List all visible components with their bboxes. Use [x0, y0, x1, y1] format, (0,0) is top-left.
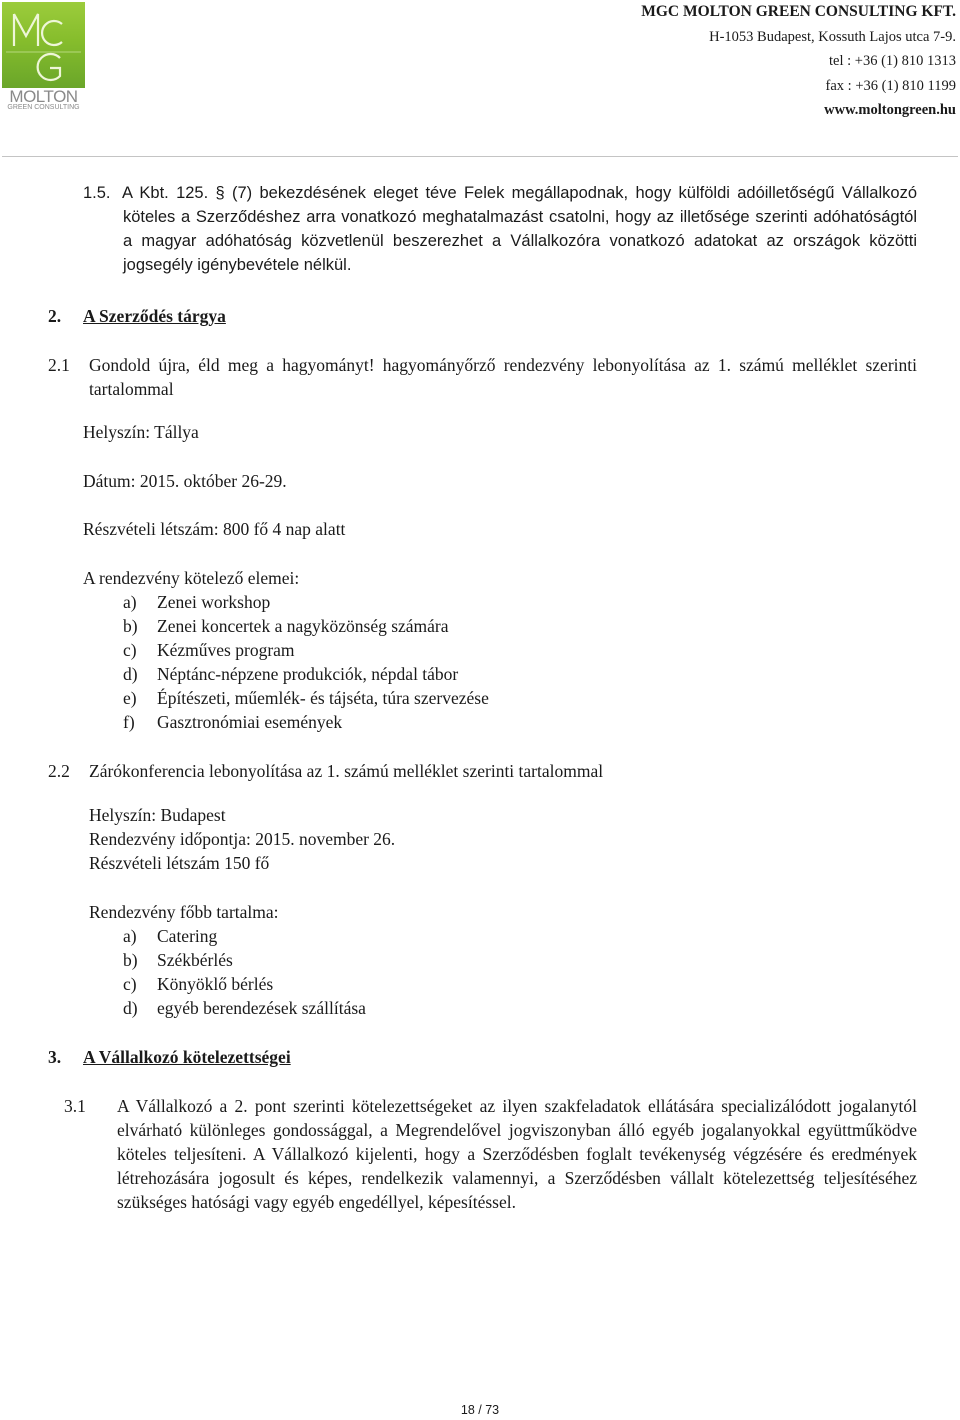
section-2-2-participants: Részvételi létszám 150 fő — [89, 853, 270, 873]
list-item — [123, 638, 295, 662]
list-item-label: c) — [123, 974, 137, 994]
section-2-number: 2. — [48, 306, 62, 326]
mgc-monogram-icon — [2, 2, 85, 88]
list-item-text: Néptánc-népzene produkciók, népdal tábor — [157, 664, 459, 684]
header-divider — [2, 156, 958, 157]
section-2-1-location: Helyszín: Tállya — [83, 422, 199, 442]
list-item-text: egyéb berendezések szállítása — [157, 998, 366, 1018]
list-item-text: Catering — [157, 926, 218, 946]
section-3-number: 3. — [48, 1047, 62, 1067]
list-item-label: b) — [123, 950, 138, 970]
company-address: H-1053 Budapest, Kossuth Lajos utca 7-9. — [709, 28, 956, 45]
list-item-label: c) — [123, 640, 137, 660]
list-item — [123, 948, 233, 972]
list-item-label: e) — [123, 688, 137, 708]
list-item-label: f) — [123, 712, 135, 732]
section-3-1-number: 3.1 — [64, 1096, 86, 1116]
logo-mark — [2, 2, 85, 88]
section-2-2-number: 2.2 — [48, 761, 70, 781]
section-2-1-date: Dátum: 2015. október 26-29. — [83, 471, 287, 491]
list-item-label: d) — [123, 998, 138, 1018]
list-item-text: Kézműves program — [157, 640, 295, 660]
list-item-label: b) — [123, 616, 138, 636]
list-item — [123, 710, 342, 734]
list-item — [123, 686, 489, 710]
list-item — [123, 614, 449, 638]
list-item — [123, 972, 273, 996]
list-item — [123, 996, 366, 1020]
section-3-title: A Vállalkozó kötelezettségei — [83, 1047, 291, 1067]
list-item-label: d) — [123, 664, 138, 684]
list-item-text: Könyöklő bérlés — [157, 974, 274, 994]
list-item-label: a) — [123, 592, 137, 612]
section-2-1-list-heading: A rendezvény kötelező elemei: — [83, 568, 300, 588]
list-item — [123, 662, 458, 686]
section-1-5-number: 1.5. — [83, 184, 111, 202]
list-item-text: Zenei workshop — [157, 592, 271, 612]
company-website[interactable]: www.moltongreen.hu — [824, 102, 956, 118]
section-1-5-text: A Kbt. 125. § (7) bekezdésének eleget téve Felek megállapodnak, hogy külföldi adóilletőségű Vállalkozó köteles a Szerződéshez arra vonatkozó meghatalmazást csatolni, hogy az illetősége szerinti adóhatóságtól a magyar adóhatóság közvetlenül beszerezhet a Vállalkozóra vonatkozó adatokat az országok közötti jogsegély igénybevétele nélkül. — [122, 184, 917, 274]
list-item-text: Építészeti, műemlék- és tájséta, túra szervezése — [157, 688, 489, 708]
section-2-title: A Szerződés tárgya — [83, 306, 226, 326]
company-tel: tel : +36 (1) 810 1313 — [829, 53, 956, 69]
section-3-1-text: A Vállalkozó a 2. pont szerinti kötelezettségeket az ilyen szakfeladatok ellátására specializálódott jogalanytól elvárható különleges gondossággal, a Megrendelővel jogviszonyban álló egyéb jogalanyokkal együttműködve köteles teljesíteni. A Vállalkozó kijelenti, hogy a Szerződésben foglalt tevékenység végzésére és eredmények létrehozására jogosult és képes, rendelkezik valamennyi, a Szerződésben vállalt kötelezettség teljesítéséhez szükséges hatósági vagy egyéb engedéllyel, képesítéssel. — [117, 1096, 917, 1212]
company-logo — [2, 2, 85, 110]
page-number: 18 / 73 — [460, 1403, 500, 1417]
company-info — [641, 0, 956, 123]
list-item-label: a) — [123, 926, 137, 946]
list-item — [123, 590, 270, 614]
company-name: MGC MOLTON GREEN CONSULTING KFT. — [641, 3, 956, 20]
section-2-1-number: 2.1 — [48, 355, 70, 375]
list-item-text: Székbérlés — [157, 950, 233, 970]
section-2-2-date: Rendezvény időpontja: 2015. november 26. — [89, 829, 396, 849]
section-2-1-text: Gondold újra, éld meg a hagyományt! hagyományőrző rendezvény lebonyolítása az 1. számú melléklet szerinti tartalommal — [89, 355, 917, 399]
list-item-text: Gasztronómiai események — [157, 712, 343, 732]
section-2-2-location: Helyszín: Budapest — [89, 805, 226, 825]
logo-subtitle: GREEN CONSULTING — [7, 104, 80, 111]
section-2-2-list-heading: Rendezvény főbb tartalma: — [89, 902, 279, 922]
list-item — [123, 924, 217, 948]
section-2-2-text: Zárókonferencia lebonyolítása az 1. számú melléklet szerinti tartalommal — [89, 761, 604, 781]
section-2-1-participants: Részvételi létszám: 800 fő 4 nap alatt — [83, 519, 346, 539]
list-item-text: Zenei koncertek a nagyközönség számára — [157, 616, 449, 636]
logo-name: MOLTON — [9, 87, 78, 106]
company-fax: fax : +36 (1) 810 1199 — [825, 77, 956, 94]
